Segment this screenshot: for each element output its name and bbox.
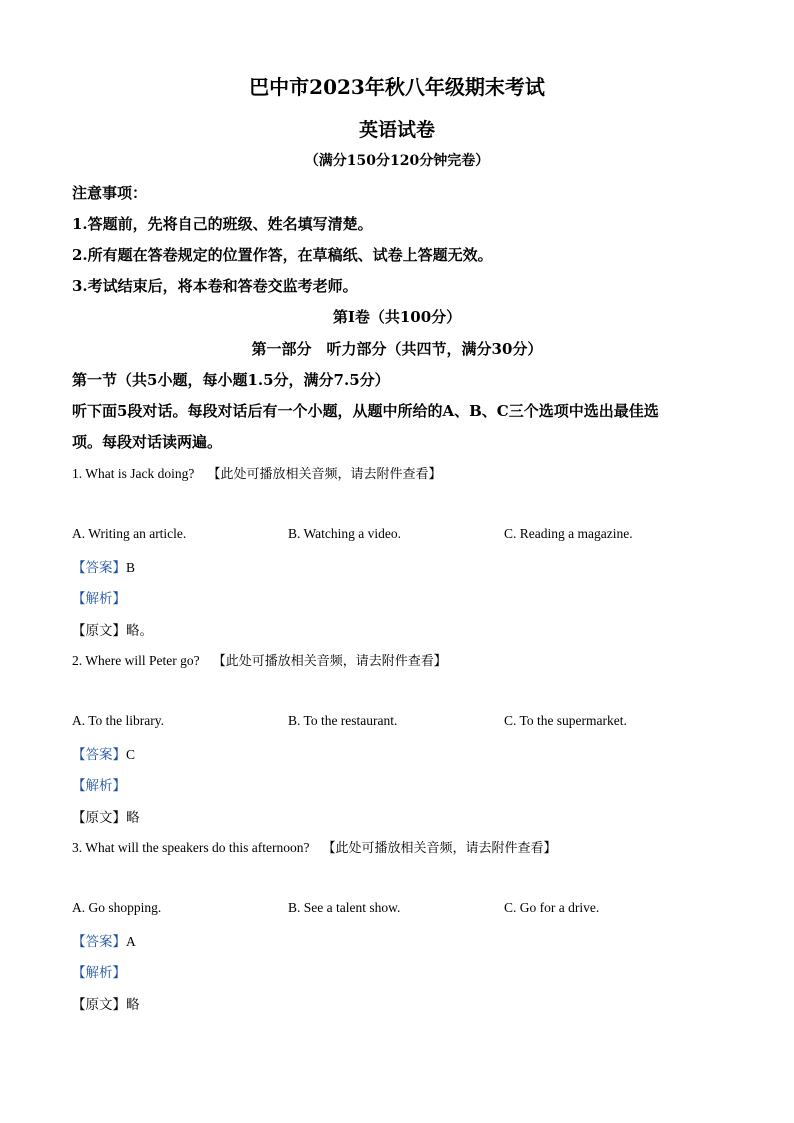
option-b: B. Watching a video. (288, 526, 402, 541)
answer-value: C (126, 747, 136, 762)
answer-label: 【答案】 (72, 934, 126, 950)
question-stem: 1. What is Jack doing? (72, 466, 195, 481)
question-stem: 3. What will the speakers do this afternoon? (72, 840, 310, 855)
analysis-label: 【解析】 (72, 965, 126, 981)
answer-value: A (126, 934, 136, 949)
option-b: B. To the restaurant. (288, 713, 398, 728)
original-label: 【原文】 (72, 810, 126, 826)
analysis-label: 【解析】 (72, 778, 126, 794)
analysis-label: 【解析】 (72, 591, 126, 607)
original-row (72, 993, 140, 1013)
option-a: A. To the library. (72, 713, 165, 728)
audio-note[interactable]: 【此处可播放相关音频，请去附件查看】 (207, 467, 442, 482)
exam-title: 巴中市2023年秋八年级期末考试 (249, 75, 545, 99)
part-heading: 第一部分 听力部分（共四节，满分30分） (251, 340, 543, 358)
original-label: 【原文】 (72, 997, 126, 1013)
exam-subtitle: 英语试卷 (358, 119, 435, 141)
audio-note[interactable]: 【此处可播放相关音频，请去附件查看】 (322, 841, 557, 856)
question-1 (72, 463, 441, 482)
notice-heading: 注意事项： (72, 184, 148, 202)
answer-row (72, 556, 135, 576)
original-value: 略 (126, 810, 140, 826)
option-a: A. Writing an article. (72, 526, 187, 541)
answer-row (72, 743, 135, 763)
answer-label: 【答案】 (72, 747, 126, 763)
answer-value: B (126, 560, 136, 575)
option-b: B. See a talent show. (288, 900, 401, 915)
original-value: 略。 (126, 623, 153, 639)
question-stem: 2. Where will Peter go? (72, 653, 200, 668)
option-c: C. To the supermarket. (504, 713, 627, 728)
original-value: 略 (126, 997, 140, 1013)
original-label: 【原文】 (72, 623, 126, 639)
exam-note: （满分150分120分钟完卷） (304, 153, 490, 169)
notice-item: 3.考试结束后，将本卷和答卷交监考老师。 (72, 277, 358, 295)
audio-note[interactable]: 【此处可播放相关音频，请去附件查看】 (212, 654, 447, 669)
instructions-line: 项。每段对话读两遍。 (72, 433, 223, 451)
original-row (72, 619, 153, 639)
option-c: C. Go for a drive. (504, 900, 600, 915)
section-heading: 第一节（共5小题，每小题1.5分，满分7.5分） (72, 371, 390, 389)
option-c: C. Reading a magazine. (504, 526, 633, 541)
volume-heading: 第Ⅰ卷（共100分） (332, 308, 462, 326)
question-2 (72, 650, 447, 669)
question-3 (72, 837, 557, 856)
answer-label: 【答案】 (72, 560, 126, 576)
notice-item: 2.所有题在答卷规定的位置作答，在草稿纸、试卷上答题无效。 (72, 246, 493, 264)
original-row (72, 806, 140, 826)
notice-item: 1.答题前，先将自己的班级、姓名填写清楚。 (72, 215, 373, 233)
instructions-line: 听下面5段对话。每段对话后有一个小题，从题中所给的A、B、C三个选项中选出最佳选 (72, 402, 659, 420)
answer-row (72, 930, 136, 950)
option-a: A. Go shopping. (72, 900, 162, 915)
